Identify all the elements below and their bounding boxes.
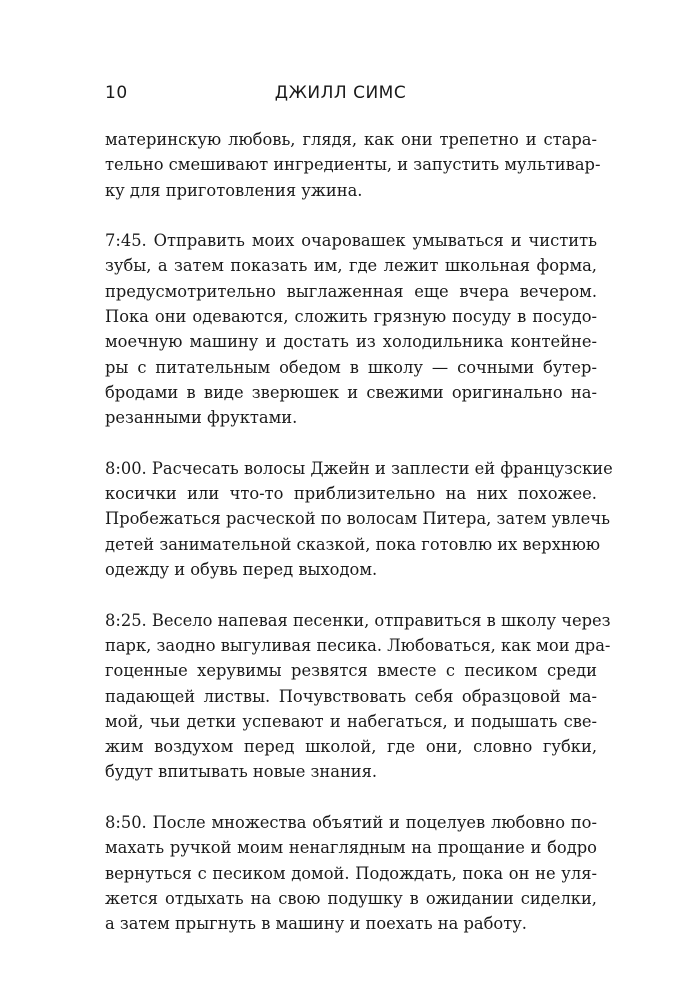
- text-line: ку для приготовления ужина.: [105, 180, 363, 200]
- text-line: одежду и обувь перед выходом.: [105, 560, 378, 580]
- paragraph-gap: [105, 431, 597, 456]
- paragraph: [105, 127, 601, 203]
- paragraph: [105, 228, 597, 430]
- text-line: а затем прыгнуть в машину и поехать на работу.: [105, 914, 527, 934]
- paragraph-gap: [105, 582, 597, 607]
- text-line: зубы, а затем показать им, где лежит школьная форма,: [105, 256, 597, 276]
- text-line: предусмотрительно выглаженная еще вчера вечером.: [105, 281, 597, 301]
- text-line: Пока они одеваются, сложить грязную посуду в посудо-: [105, 307, 597, 327]
- page-number: 10: [105, 83, 128, 103]
- text-line: косички или что-то приблизительно на них похожее.: [105, 484, 597, 504]
- text-line: детей занимательной сказкой, пока готовлю их верхнюю: [105, 534, 601, 554]
- text-line: тельно смешивают ингредиенты, и запустить мультивар-: [105, 155, 601, 175]
- paragraph: [105, 810, 597, 936]
- text-line: жим воздухом перед школой, где они, словно губки,: [105, 737, 597, 757]
- text-line: бродами в виде зверюшек и свежими оригинально на-: [105, 382, 597, 402]
- text-line: 8:00. Расчесать волосы Джейн и заплести ей французские: [105, 458, 613, 478]
- text-line: Пробежаться расческой по волосам Питера, затем увлечь: [105, 509, 610, 529]
- paragraph: [105, 608, 611, 785]
- text-line: моечную машину и достать из холодильника контейне-: [105, 332, 597, 352]
- text-line: резанными фруктами.: [105, 408, 298, 428]
- text-line: 8:25. Весело напевая песенки, отправиться в школу через: [105, 610, 611, 630]
- text-line: падающей листвы. Почувствовать себя образцовой ма-: [105, 686, 597, 706]
- text-line: 7:45. Отправить моих очаровашек умываться и чистить: [105, 231, 597, 251]
- text-line: вернуться с песиком домой. Подождать, пока он не уля-: [105, 863, 597, 883]
- text-line: 8:50. После множества объятий и поцелуев любовно по-: [105, 813, 597, 833]
- text-line: парк, заодно выгуливая песика. Любоваться, как мои дра-: [105, 635, 611, 655]
- paragraph-gap: [105, 203, 597, 228]
- text-line: материнскую любовь, глядя, как они трепетно и стара-: [105, 130, 597, 149]
- text-line: гоценные херувимы резвятся вместе с песиком среди: [105, 661, 597, 681]
- body-text: [105, 127, 613, 937]
- text-line: махать ручкой моим ненаглядным на прощание и бодро: [105, 838, 597, 858]
- text-line: ры с питательным обедом в школу — сочными бутер-: [105, 357, 597, 377]
- running-title: ДЖИЛЛ СИМС: [274, 83, 407, 103]
- text-line: мой, чьи детки успевают и набегаться, и подышать све-: [105, 711, 597, 731]
- text-line: будут впитывать новые знания.: [105, 762, 378, 782]
- paragraph: [105, 456, 613, 582]
- text-line: жется отдыхать на свою подушку в ожидании сиделки,: [105, 888, 597, 908]
- paragraph-gap: [105, 785, 597, 810]
